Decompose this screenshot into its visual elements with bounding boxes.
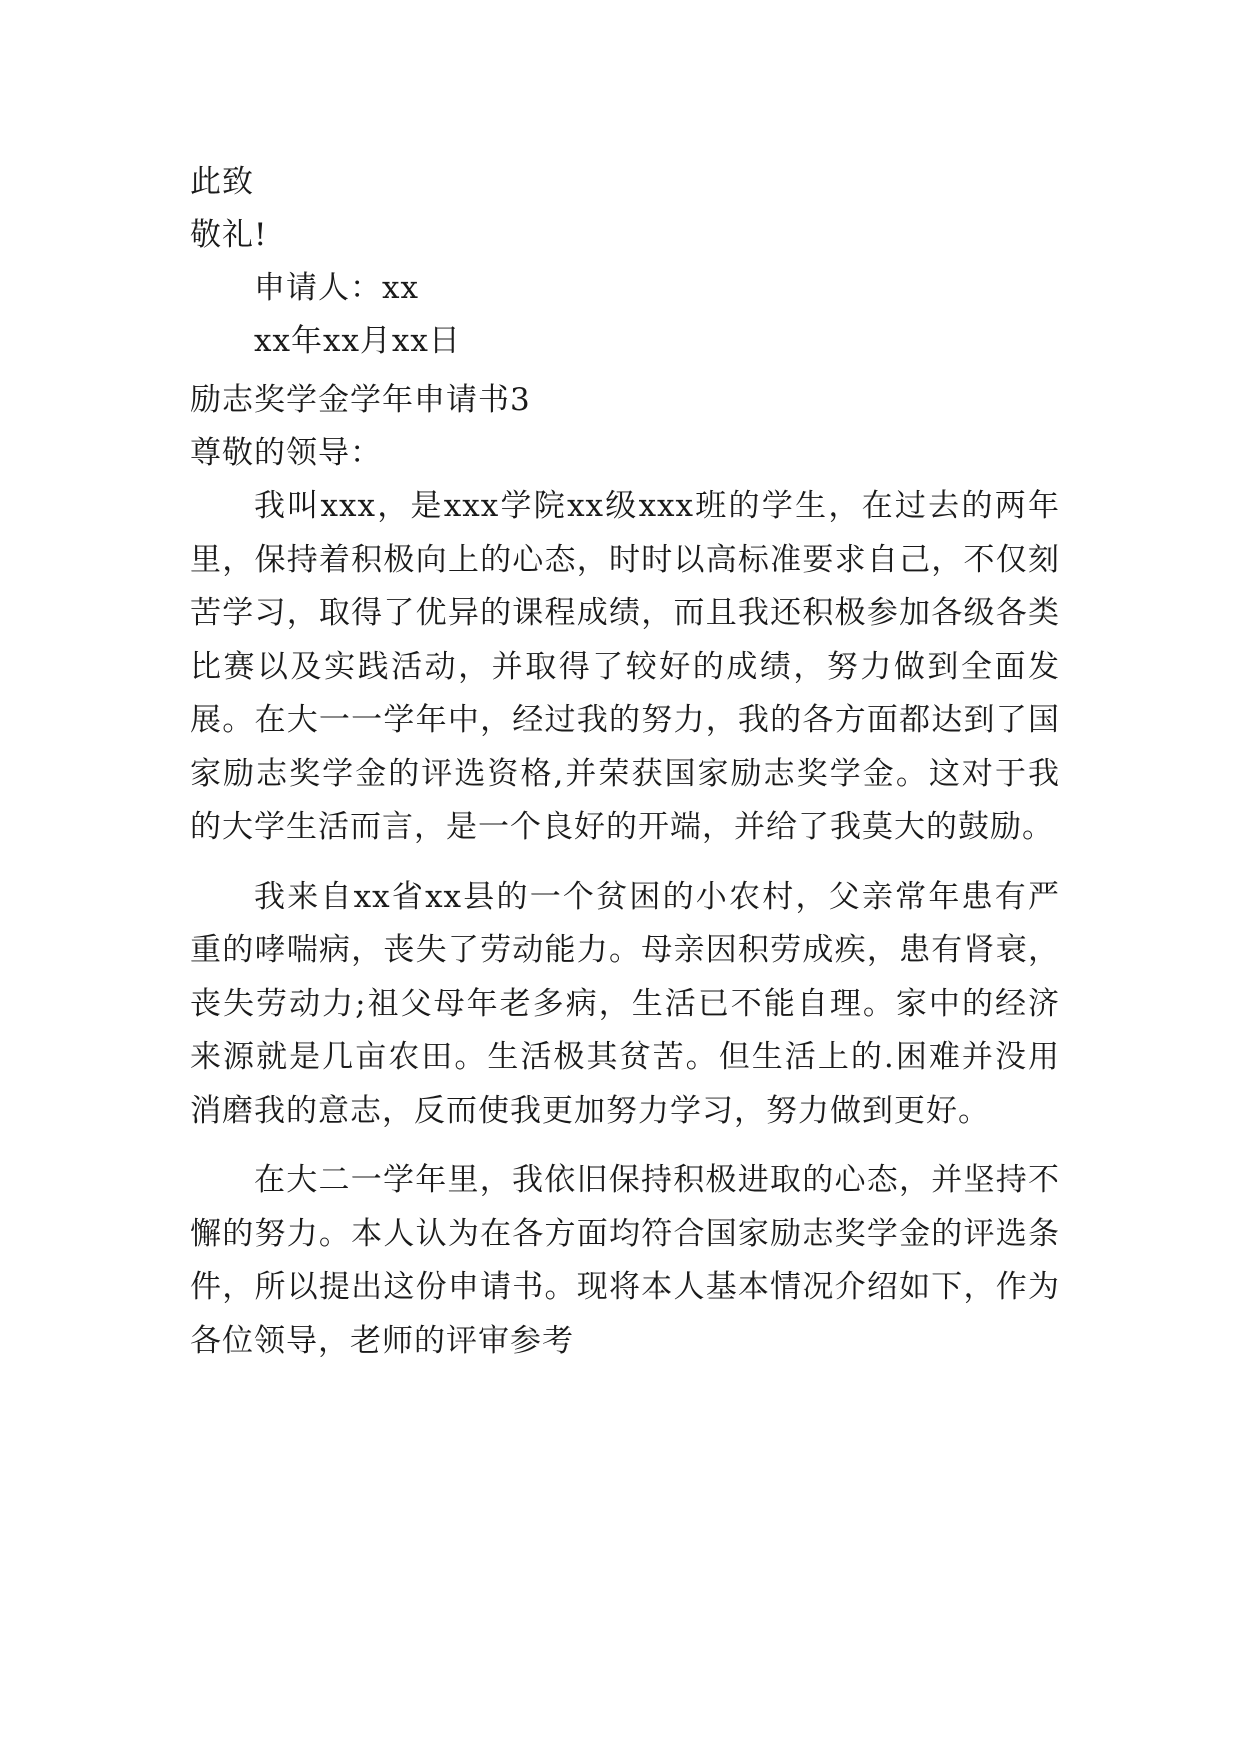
document-title: 励志奖学金学年申请书3 <box>190 382 531 418</box>
paragraph-gap <box>190 855 1060 871</box>
body-paragraph-1: 我叫xxx，是xxx学院xx级xxx班的学生，在过去的两年里，保持着积极向上的心态，时时以高标准要求自己，不仅刻苦学习，取得了优异的课程成绩，而且我还积极参加各级各类比赛以及实践活动，并取得了较好的成绩，努力做到全面发展。在大一一学年中，经过我的努力，我的各方面都达到了国家励志奖学金的评选资格,并荣获国家励志奖学金。这对于我的大学生活而言，是一个良好的开端，并给了我莫大的鼓励。 <box>190 488 1060 845</box>
body-paragraph-3: 在大二一学年里，我依旧保持积极进取的心态，并坚持不懈的努力。本人认为在各方面均符合国家励志奖学金的评选条件，所以提出这份申请书。现将本人基本情况介绍如下，作为各位领导，老师的评审参考 <box>190 1162 1060 1359</box>
letter-greeting: 尊敬的领导： <box>190 435 382 471</box>
body-paragraph-2: 我来自xx省xx县的一个贫困的小农村，父亲常年患有严重的哮喘病，丧失了劳动能力。母亲因积劳成疾，患有肾衰，丧失劳动力;祖父母年老多病，生活已不能自理。家中的经济来源就是几亩农田。生活极其贫苦。但生活上的.困难并没用消磨我的意志，反而使我更加努力学习，努力做到更好。 <box>190 878 1060 1129</box>
applicant-signature: 申请人：xx <box>254 270 419 306</box>
signature-date: xx年xx月xx日 <box>254 323 461 359</box>
paragraph-gap <box>190 1138 1060 1154</box>
closing-salutation: 此致 <box>190 164 254 200</box>
closing-regards: 敬礼! <box>190 217 268 253</box>
document-body <box>190 156 1060 1368</box>
